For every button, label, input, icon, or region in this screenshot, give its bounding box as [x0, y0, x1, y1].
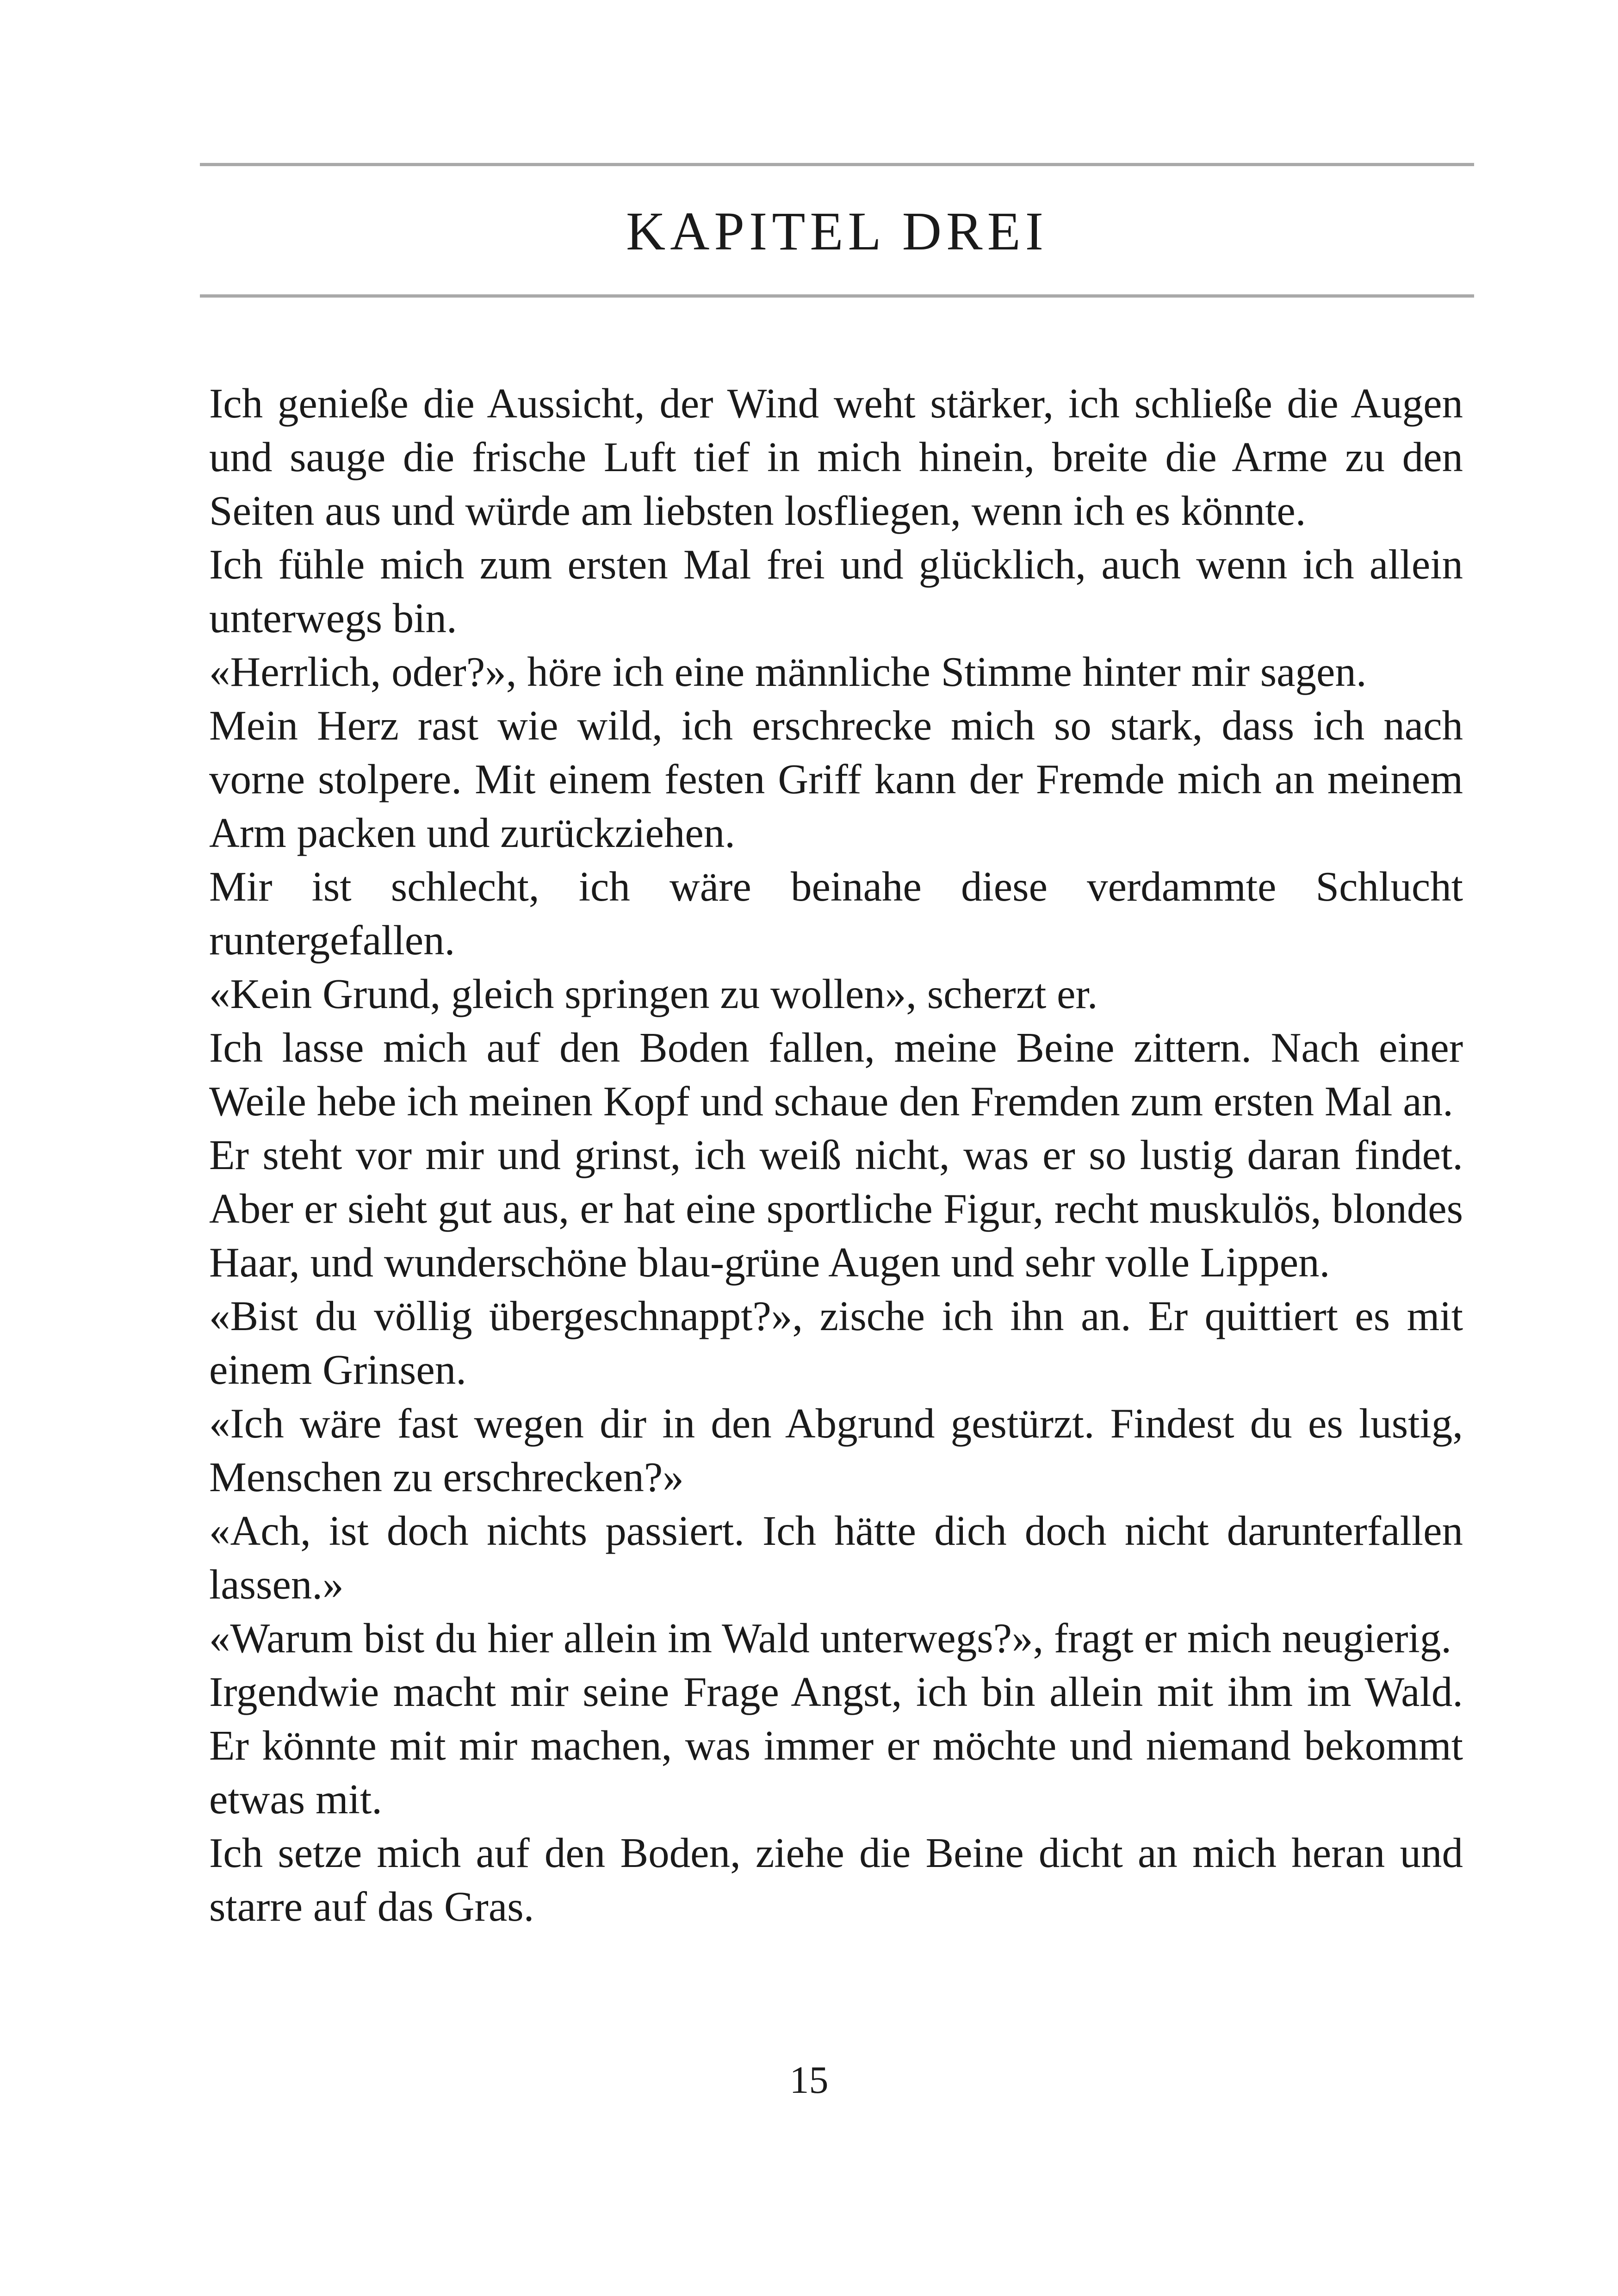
header-rule-bottom [200, 294, 1474, 298]
paragraph: Er steht vor mir und grinst, ich weiß nicht, was er so lustig daran findet. Aber er sieht gut aus, er hat eine sportliche Figur, recht muskulös, blondes Haar, und wunderschöne blau-grüne Augen und sehr volle Lippen. [209, 1132, 1463, 1286]
paragraph: Ich lasse mich auf den Boden fallen, meine Beine zittern. Nach einer Weile hebe ich meinen Kopf und schaue den Fremden zum ersten Mal an. [209, 1024, 1463, 1125]
paragraph: Ich fühle mich zum ersten Mal frei und glücklich, auch wenn ich allein unterwegs bin. [209, 541, 1463, 641]
header-rule-top [200, 163, 1474, 166]
paragraph: «Ich wäre fast wegen dir in den Abgrund gestürzt. Findest du es lustig, Menschen zu erschrecken?» [209, 1400, 1463, 1500]
paragraph: «Bist du völlig übergeschnappt?», zische ich ihn an. Er quittiert es mit einem Grinsen. [209, 1293, 1463, 1393]
page-number: 15 [789, 2059, 829, 2102]
body-text [209, 377, 1463, 1934]
paragraph: «Kein Grund, gleich springen zu wollen», scherzt er. [209, 971, 1098, 1017]
paragraph: Irgendwie macht mir seine Frage Angst, ich bin allein mit ihm im Wald. Er könnte mit mir machen, was immer er möchte und niemand bekommt etwas mit. [209, 1668, 1463, 1823]
paragraph: «Ach, ist doch nichts passiert. Ich hätte dich doch nicht darunterfallen lassen.» [209, 1507, 1463, 1608]
paragraph: Ich genieße die Aussicht, der Wind weht stärker, ich schließe die Augen und sauge die frische Luft tief in mich hinein, breite die Arme zu den Seiten aus und würde am liebsten losfliegen, wenn ich es könnte. [209, 380, 1463, 534]
paragraph: Mir ist schlecht, ich wäre beinahe diese verdammte Schlucht runtergefallen. [209, 863, 1463, 964]
paragraph: «Warum bist du hier allein im Wald unterwegs?», fragt er mich neugierig. [209, 1615, 1452, 1661]
paragraph: Ich setze mich auf den Boden, ziehe die Beine dicht an mich heran und starre auf das Gras. [209, 1829, 1463, 1930]
paragraph: Mein Herz rast wie wild, ich erschrecke mich so stark, dass ich nach vorne stolpere. Mit einem festen Griff kann der Fremde mich an meinem Arm packen und zurückziehen. [209, 702, 1463, 856]
paragraph: «Herrlich, oder?», höre ich eine männliche Stimme hinter mir sagen. [209, 648, 1367, 695]
chapter-title: KAPITEL DREI [626, 201, 1048, 261]
